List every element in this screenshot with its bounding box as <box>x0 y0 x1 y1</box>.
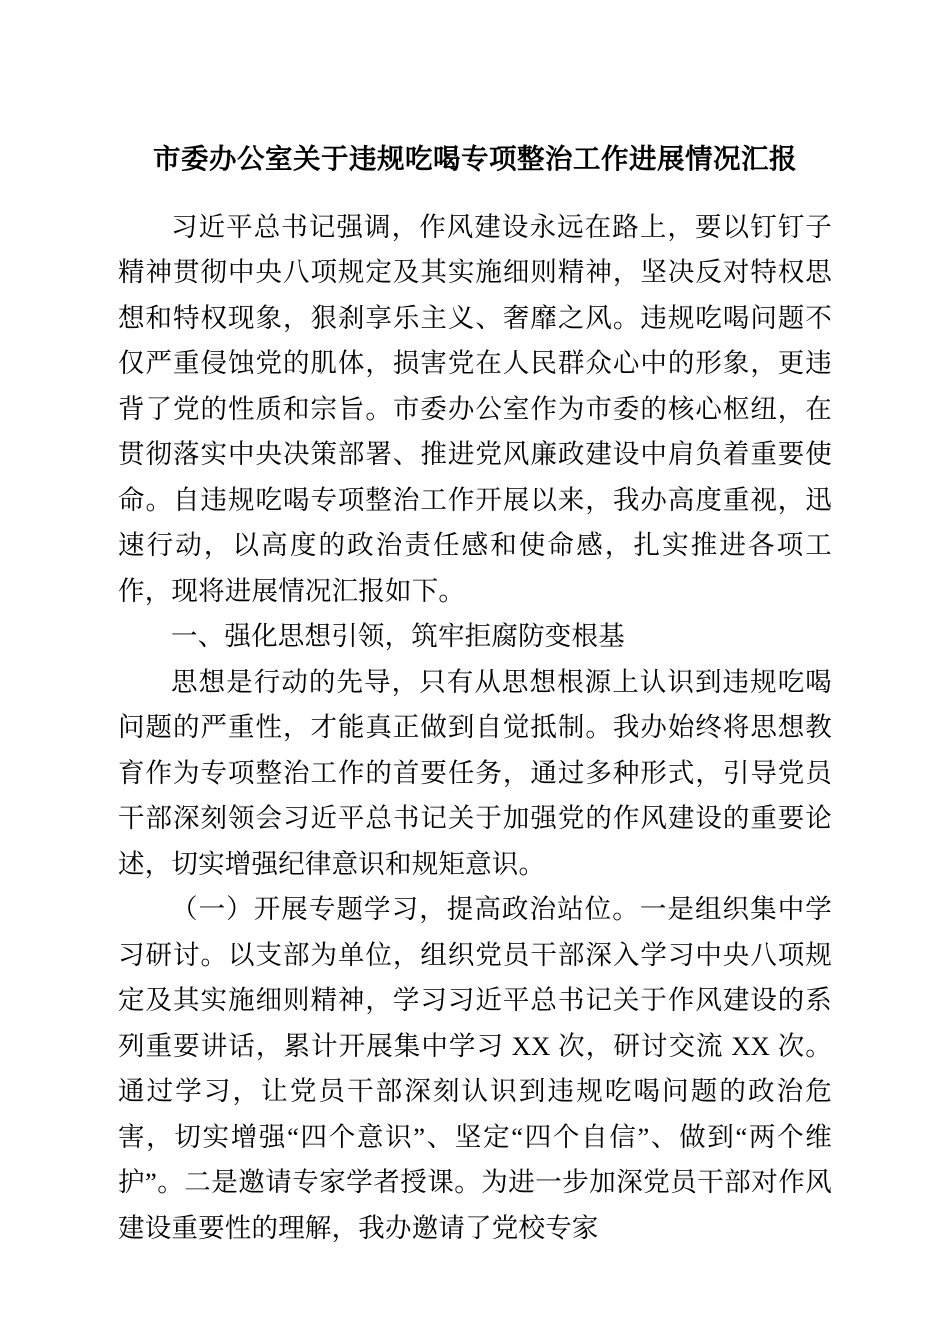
paragraph-3: （一）开展专题学习，提高政治站位。一是组织集中学习研讨。以支部为单位，组织党员干部深入学习中央八项规定及其实施细则精神，学习习近平总书记关于作风建设的系列重要讲话，累计开展集中学习 XX 次，研讨交流 XX 次。通过学习，让党员干部深刻认识到违规吃喝问题的政治危害，切实增强“四个意识”、坚定“四个自信”、做到“两个维护”。二是邀请专家学者授课。为进一步加深党员干部对作风建设重要性的理解，我办邀请了党校专家 <box>118 894 832 1243</box>
section-heading-1: 一、强化思想引领，筑牢拒腐防变根基 <box>171 621 625 651</box>
page-title: 市委办公室关于违规吃喝专项整治工作进展情况汇报 <box>153 143 797 175</box>
paragraph-1: 习近平总书记强调，作风建设永远在路上，要以钉钉子精神贯彻中央八项规定及其实施细则精神，坚决反对特权思想和特权现象，狠刹享乐主义、奢靡之风。违规吃喝问题不仅严重侵蚀党的肌体，损害党在人民群众心中的形象，更违背了党的性质和宗旨。市委办公室作为市委的核心枢纽，在贯彻落实中央决策部署、推进党风廉政建设中肩负着重要使命。自违规吃喝专项整治工作开展以来，我办高度重视，迅速行动，以高度的政治责任感和使命感，扎实推进各项工作，现将进展情况汇报如下。 <box>118 211 832 606</box>
paragraph-2: 思想是行动的先导，只有从思想根源上认识到违规吃喝问题的严重性，才能真正做到自觉抵制。我办始终将思想教育作为专项整治工作的首要任务，通过多种形式，引导党员干部深刻领会习近平总书记关于加强党的作风建设的重要论述，切实增强纪律意识和规矩意识。 <box>118 666 832 879</box>
